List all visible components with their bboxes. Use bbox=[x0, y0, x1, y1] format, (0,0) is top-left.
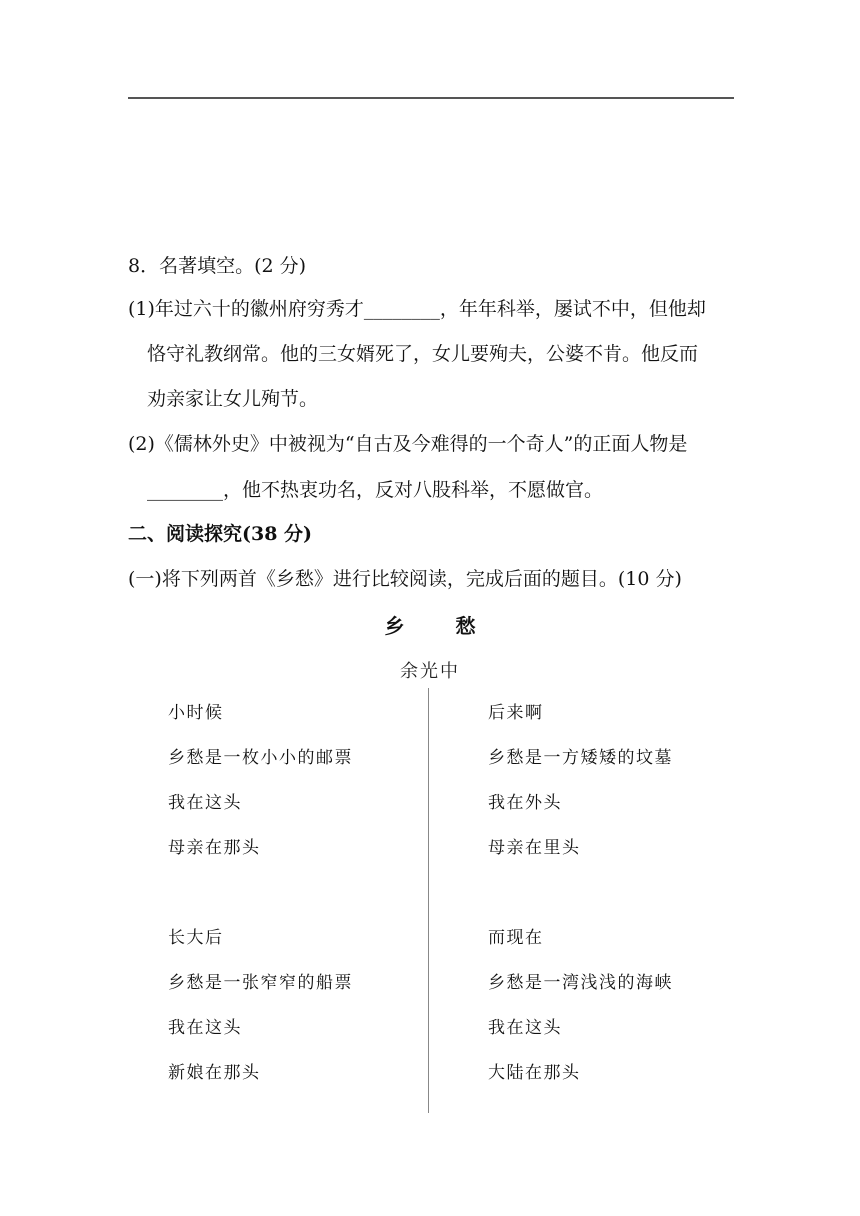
poem-left-stanza-1-line-4: 母亲在那头 bbox=[168, 838, 261, 858]
poem-right-stanza-2-line-3: 我在这头 bbox=[488, 1018, 562, 1038]
question-8-item-2-line-1: (2)《儒林外史》中被视为“自古及今难得的一个奇人”的正面人物是 bbox=[128, 433, 688, 455]
poem-right-stanza-1-line-4: 母亲在里头 bbox=[488, 838, 581, 858]
poem-left-stanza-1-line-3: 我在这头 bbox=[168, 793, 242, 813]
poem-title: 乡 愁 bbox=[384, 614, 498, 638]
poem-right-stanza-2-line-1: 而现在 bbox=[488, 928, 544, 948]
poem-left-stanza-1-line-2: 乡愁是一枚小小的邮票 bbox=[168, 748, 353, 768]
poem-right-stanza-2-line-4: 大陆在那头 bbox=[488, 1063, 581, 1083]
question-8-item-1-line-2: 恪守礼教纲常。他的三女婿死了，女儿要殉夫，公婆不肯。他反而 bbox=[147, 343, 699, 365]
poem-right-stanza-2-line-2: 乡愁是一湾浅浅的海峡 bbox=[488, 973, 673, 993]
poem-column-divider bbox=[428, 688, 429, 1113]
poem-left-stanza-2-line-3: 我在这头 bbox=[168, 1018, 242, 1038]
poem-author: 余光中 bbox=[400, 661, 460, 682]
section-2-title: 二、阅读探究(38 分) bbox=[128, 523, 313, 545]
reading-part-1-intro: (一)将下列两首《乡愁》进行比较阅读，完成后面的题目。(10 分) bbox=[128, 568, 682, 590]
question-8-item-1-line-1: (1)年过六十的徽州府穷秀才________，年年科举，屡试不中，但他却 bbox=[128, 298, 706, 320]
question-8-item-1-line-3: 劝亲家让女儿殉节。 bbox=[147, 388, 319, 410]
poem-left-stanza-1-line-1: 小时候 bbox=[168, 703, 224, 723]
header-rule bbox=[128, 97, 734, 99]
poem-left-stanza-2-line-2: 乡愁是一张窄窄的船票 bbox=[168, 973, 353, 993]
poem-right-stanza-1-line-3: 我在外头 bbox=[488, 793, 562, 813]
question-8-header: 8．名著填空。(2 分) bbox=[128, 255, 307, 277]
poem-left-stanza-2-line-4: 新娘在那头 bbox=[168, 1063, 261, 1083]
question-8-item-2-line-2: ________，他不热衷功名，反对八股科举，不愿做官。 bbox=[147, 479, 604, 501]
poem-left-stanza-2-line-1: 长大后 bbox=[168, 928, 224, 948]
poem-right-stanza-1-line-1: 后来啊 bbox=[488, 703, 544, 723]
poem-right-stanza-1-line-2: 乡愁是一方矮矮的坟墓 bbox=[488, 748, 673, 768]
